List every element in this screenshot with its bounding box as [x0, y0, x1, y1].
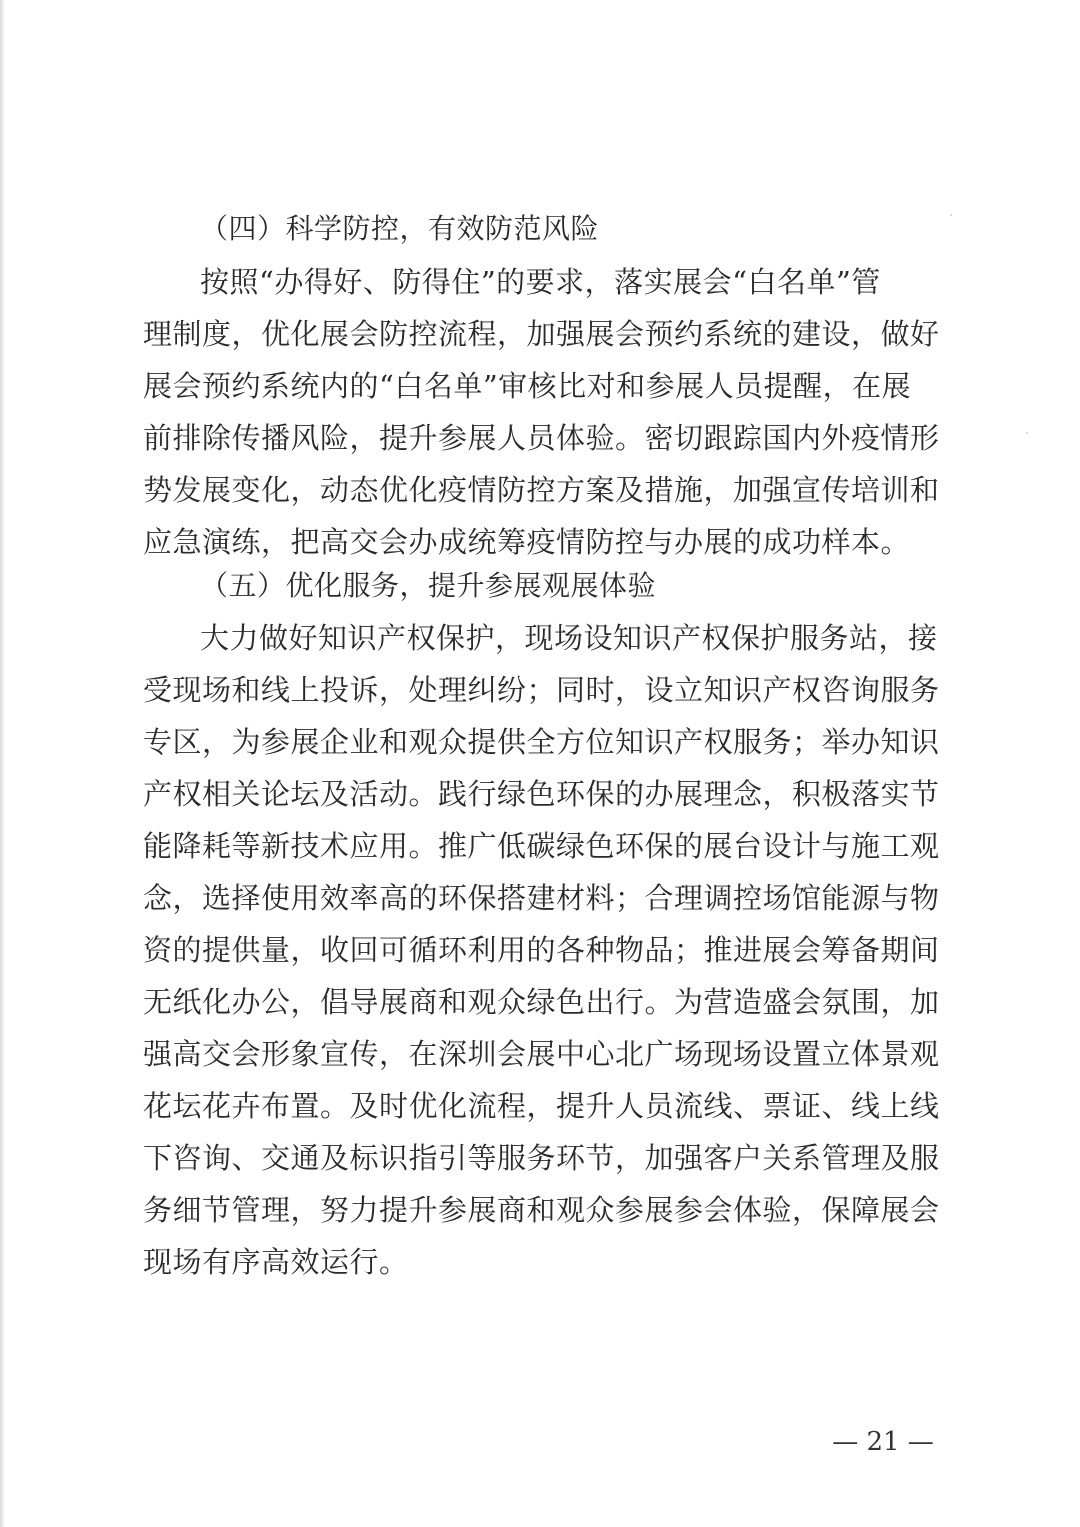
paragraph-line: 务细节管理，努力提升参展商和观众参展参会体验，保障展会 [143, 1193, 940, 1227]
paragraph-line: 势发展变化，动态优化疫情防控方案及措施，加强宣传培训和 [143, 473, 940, 507]
section-five-heading: （五）优化服务，提升参展观展体验 [200, 569, 657, 602]
paragraph-line: 展会预约系统内的“白名单”审核比对和参展人员提醒，在展 [143, 369, 912, 403]
paragraph-line: 现场有序高效运行。 [143, 1245, 409, 1279]
paragraph-line: 受现场和线上投诉，处理纠纷；同时，设立知识产权咨询服务 [143, 673, 940, 707]
paragraph-line: 前排除传播风险，提升参展人员体验。密切跟踪国内外疫情形 [143, 421, 940, 455]
paragraph-line: 产权相关论坛及活动。践行绿色环保的办展理念，积极落实节 [143, 777, 940, 811]
scan-speck [950, 214, 952, 216]
section-four-heading: （四）科学防控，有效防范风险 [200, 212, 600, 245]
paragraph-line: 大力做好知识产权保护，现场设知识产权保护服务站，接 [200, 621, 938, 655]
paragraph-line: 资的提供量，收回可循环利用的各种物品；推进展会筹备期间 [143, 933, 940, 967]
paragraph-line: 念，选择使用效率高的环保搭建材料；合理调控场馆能源与物 [143, 881, 940, 915]
paragraph-line: 下咨询、交通及标识指引等服务环节，加强客户关系管理及服 [143, 1141, 940, 1175]
paragraph-line: 理制度，优化展会防控流程，加强展会预约系统的建设，做好 [143, 317, 940, 351]
scan-speck [1026, 432, 1028, 434]
paragraph-line: 专区，为参展企业和观众提供全方位知识产权服务；举办知识 [143, 725, 940, 759]
paragraph-line: 强高交会形象宣传，在深圳会展中心北广场现场设置立体景观 [143, 1037, 940, 1071]
paragraph-line: 花坛花卉布置。及时优化流程，提升人员流线、票证、线上线 [143, 1089, 940, 1123]
page-edge-shadow [0, 0, 5, 1527]
paragraph-line: 按照“办得好、防得住”的要求，落实展会“白名单”管 [200, 265, 881, 299]
paragraph-line: 能降耗等新技术应用。推广低碳绿色环保的展台设计与施工观 [143, 829, 940, 863]
page-number: — 21 — [832, 1427, 934, 1457]
paragraph-line: 无纸化办公，倡导展商和观众绿色出行。为营造盛会氛围，加 [143, 985, 940, 1019]
paragraph-line: 应急演练，把高交会办成统筹疫情防控与办展的成功样本。 [143, 525, 911, 559]
